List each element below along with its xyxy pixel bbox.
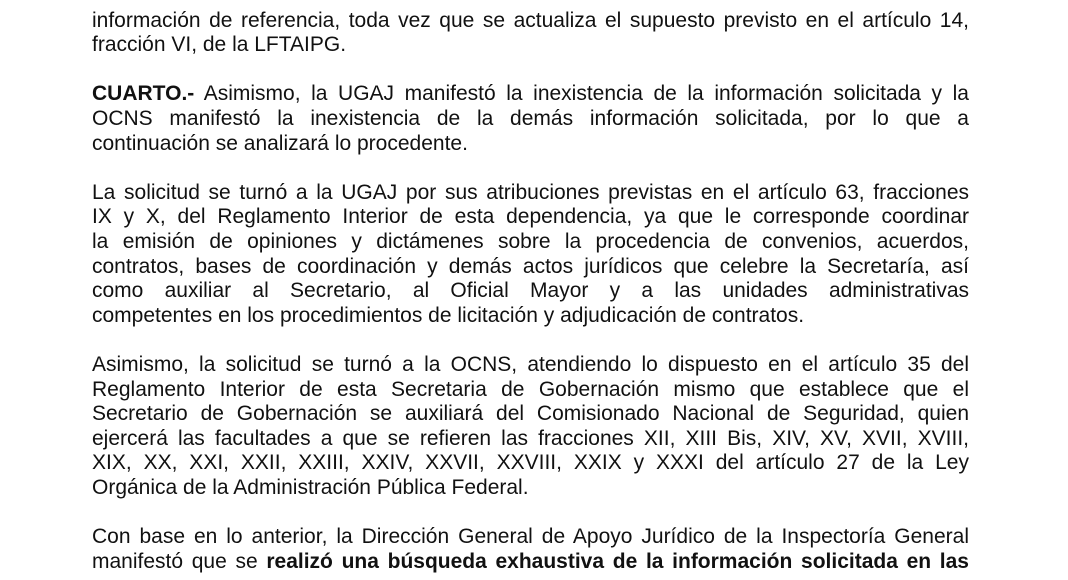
line-text: fracción VI, de la LFTAIPG. [92, 33, 347, 57]
paragraph-con-base [92, 525, 969, 574]
line-text: manifestó que se [92, 549, 258, 573]
text-line [92, 132, 969, 157]
text-line [92, 525, 969, 550]
line-text: Asimismo, la UGAJ manifestó la inexistencia de la información solicitada y la [203, 82, 969, 106]
document-page [92, 9, 969, 575]
line-text: información de referencia, toda vez que se actualiza el supuesto previsto en el artículo 14, [92, 8, 969, 32]
line-text: Reglamento Interior de esta Secretaria de Gobernación mismo que establece que el [92, 377, 969, 401]
text-line [92, 451, 969, 476]
text-line [92, 378, 969, 403]
line-text: La solicitud se turnó a la UGAJ por sus atribuciones previstas en el artículo 63, fracciones [92, 180, 969, 204]
line-text: OCNS manifestó la inexistencia de la demás información solicitada, por lo que a [92, 107, 969, 131]
text-line [92, 82, 969, 107]
line-text: contratos, bases de coordinación y demás actos jurídicos que celebre la Secretaría, así [92, 254, 969, 278]
line-text: la emisión de opiniones y dictámenes sobre la procedencia de convenios, acuerdos, [92, 230, 969, 254]
emphasized-text: realizó una búsqueda exhaustiva de la información solicitada en las [266, 549, 969, 573]
text-line [92, 550, 969, 575]
section-heading: CUARTO.- [92, 82, 195, 106]
paragraph-cuarto [92, 82, 969, 156]
text-line [92, 205, 969, 230]
text-line [92, 402, 969, 427]
paragraph-referencia [92, 9, 969, 58]
text-line [92, 476, 969, 501]
text-line [92, 33, 969, 58]
line-text: competentes en los procedimientos de licitación y adjudicación de contratos. [92, 303, 805, 327]
text-line [92, 427, 969, 452]
line-text: Secretario de Gobernación se auxiliará del Comisionado Nacional de Seguridad, quien [92, 402, 969, 426]
text-line [92, 107, 969, 132]
line-text: Asimismo, la solicitud se turnó a la OCNS, atendiendo lo dispuesto en el artículo 35 del [92, 353, 969, 376]
line-text: XIX, XX, XXI, XXII, XXIII, XXIV, XXVII, XXVIII, XXIX y XXXI del artículo 27 de la Ley [92, 451, 969, 475]
text-line [92, 9, 969, 34]
text-line [92, 304, 969, 329]
line-text: IX y X, del Reglamento Interior de esta dependencia, ya que le corresponde coordinar [92, 205, 969, 229]
line-text: como auxiliar al Secretario, al Oficial Mayor y a las unidades administrativas [92, 279, 969, 303]
line-text: ejercerá las facultades a que se refieren las fracciones XII, XIII Bis, XIV, XV, XVII, XVIII, [92, 426, 969, 450]
text-line [92, 181, 969, 206]
text-line [92, 279, 969, 304]
line-text: Orgánica de la Administración Pública Federal. [92, 475, 529, 499]
text-line [92, 230, 969, 255]
text-line [92, 353, 969, 378]
line-text: continuación se analizará lo procedente. [92, 131, 468, 155]
text-line [92, 255, 969, 280]
line-text: Con base en lo anterior, la Dirección General de Apoyo Jurídico de la Inspectoría General [92, 525, 969, 549]
paragraph-ocns [92, 353, 969, 501]
paragraph-ugaj [92, 181, 969, 329]
